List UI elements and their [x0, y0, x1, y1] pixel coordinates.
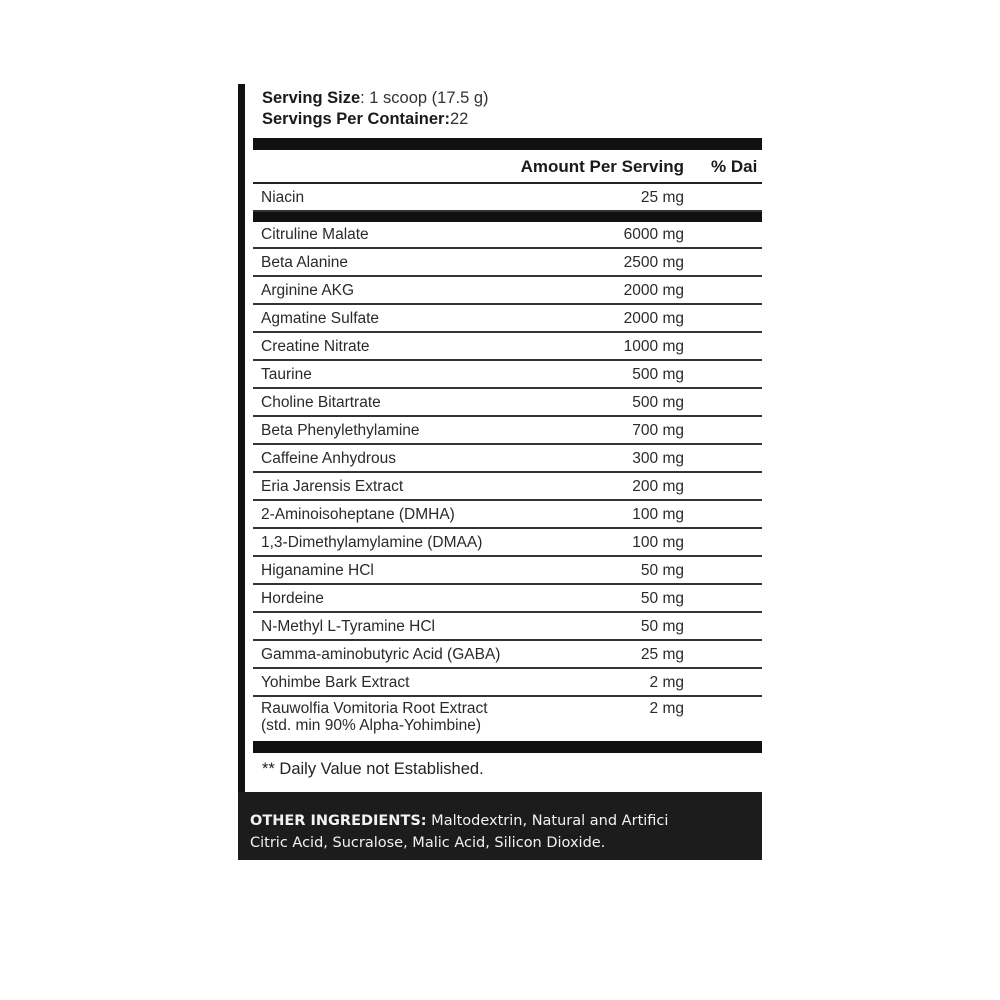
servings-per-container-label: Servings Per Container: [262, 110, 450, 128]
table-row [253, 669, 762, 697]
ingredient-name [261, 700, 488, 734]
ingredient-name: Hordeine [261, 590, 324, 607]
ingredient-name: 1,3-Dimethylamylamine (DMAA) [261, 534, 483, 551]
table-row [253, 333, 762, 361]
ingredient-amount: 2000 mg [623, 310, 684, 327]
serving-info [262, 88, 489, 130]
daily-value-header: % Dai [711, 157, 758, 176]
table-row [253, 361, 762, 389]
ingredient-amount: 25 mg [640, 189, 684, 206]
table-row [253, 221, 762, 249]
servings-per-container-value: 22 [449, 110, 469, 128]
table-row [253, 613, 762, 641]
ingredient-amount: 50 mg [640, 590, 684, 607]
table-row [253, 305, 762, 333]
table-row-rauwolfia [253, 697, 762, 741]
table-header [253, 152, 762, 182]
table-row [253, 277, 762, 305]
table-row [253, 641, 762, 669]
other-ingredients-line1 [250, 810, 762, 832]
table-row [253, 445, 762, 473]
daily-value-footnote: ** Daily Value not Established. [262, 760, 484, 778]
other-ingredients-box [238, 792, 762, 860]
ingredient-amount: 500 mg [632, 366, 684, 383]
ingredient-amount: 50 mg [640, 562, 684, 579]
table-row [253, 473, 762, 501]
ingredient-amount: 2500 mg [623, 254, 684, 271]
left-border-rule [238, 84, 245, 794]
amount-per-serving-header: Amount Per Serving [520, 157, 684, 176]
ingredient-amount: 500 mg [632, 394, 684, 411]
other-ingredients-text-1: Maltodextrin, Natural and Artifici [426, 813, 669, 829]
ingredient-amount: 100 mg [632, 534, 684, 551]
table-row [253, 249, 762, 277]
ingredient-name: Eria Jarensis Extract [261, 478, 404, 495]
serving-size-label: Serving Size [262, 89, 361, 107]
thick-divider-bottom [253, 741, 762, 753]
ingredient-amount: 2 mg [649, 700, 684, 717]
table-row [253, 417, 762, 445]
ingredient-name: Beta Phenylethylamine [261, 422, 420, 439]
ingredient-name: Higanamine HCl [261, 562, 374, 579]
ingredient-name: Yohimbe Bark Extract [261, 674, 410, 691]
table-row [253, 184, 762, 212]
ingredient-name-line2: (std. min 90% Alpha-Yohimbine) [261, 717, 481, 734]
table-row [253, 389, 762, 417]
table-row [253, 585, 762, 613]
ingredient-amount: 100 mg [632, 506, 684, 523]
ingredient-amount: 300 mg [632, 450, 684, 467]
ingredient-name: Beta Alanine [261, 254, 349, 271]
other-ingredients-line2: Citric Acid, Sucralose, Malic Acid, Silicon Dioxide. [250, 835, 606, 851]
serving-size-value: : 1 scoop (17.5 g) [360, 89, 489, 107]
ingredient-amount: 6000 mg [623, 226, 684, 243]
table-row [253, 501, 762, 529]
thick-divider-top [253, 138, 762, 150]
ingredient-name: 2-Aminoisoheptane (DMHA) [261, 506, 455, 523]
ingredient-name: Taurine [261, 366, 312, 383]
ingredient-name: Citruline Malate [261, 226, 369, 243]
ingredient-amount: 50 mg [640, 618, 684, 635]
supplement-facts-label [238, 84, 762, 860]
ingredient-amount: 2000 mg [623, 282, 684, 299]
ingredient-name: Arginine AKG [261, 282, 355, 299]
table-row [253, 529, 762, 557]
ingredient-amount: 25 mg [640, 646, 684, 663]
ingredient-amount: 2 mg [649, 674, 684, 691]
servings-per-container-line [262, 109, 489, 130]
table-row [253, 557, 762, 585]
ingredient-name: Creatine Nitrate [261, 338, 370, 355]
ingredient-name: Gamma-aminobutyric Acid (GABA) [261, 646, 501, 663]
ingredient-amount: 700 mg [632, 422, 684, 439]
ingredient-name-line1: Rauwolfia Vomitoria Root Extract [261, 700, 488, 717]
ingredient-amount: 200 mg [632, 478, 684, 495]
ingredient-name: Caffeine Anhydrous [261, 450, 397, 467]
ingredient-name: Choline Bitartrate [261, 394, 381, 411]
ingredient-name: N-Methyl L-Tyramine HCl [261, 618, 435, 635]
ingredient-name: Niacin [261, 189, 305, 206]
other-ingredients-heading: OTHER INGREDIENTS: [250, 813, 427, 829]
serving-size-line [262, 88, 489, 109]
ingredient-name: Agmatine Sulfate [261, 310, 380, 327]
ingredient-amount: 1000 mg [623, 338, 684, 355]
